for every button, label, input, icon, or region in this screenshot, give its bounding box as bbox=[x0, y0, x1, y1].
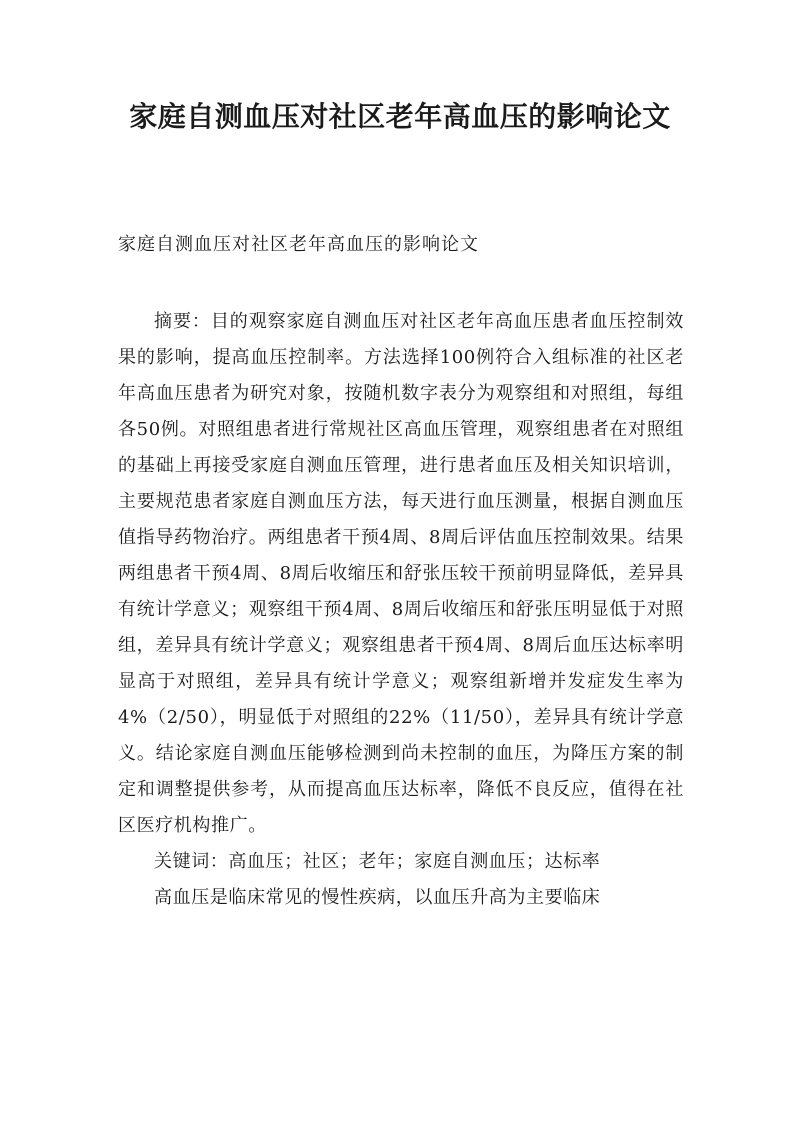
document-title: 家庭自测血压对社区老年高血压的影响论文 bbox=[129, 100, 671, 133]
document-body bbox=[118, 304, 684, 916]
abstract-paragraph: 摘要：目的观察家庭自测血压对社区老年高血压患者血压控制效果的影响，提高血压控制率。方法选择100例符合入组标准的社区老年高血压患者为研究对象，按随机数字表分为观察组和对照组，每组各50例。对照组患者进行常规社区高血压管理，观察组患者在对照组的基础上再接受家庭自测血压管理，进行患者血压及相关知识培训，主要规范患者家庭自测血压方法，每天进行血压测量，根据自测血压值指导药物治疗。两组患者干预4周、8周后评估血压控制效果。结果两组患者干预4周、8周后收缩压和舒张压较干预前明显降低，差异具有统计学意义；观察组干预4周、8周后收缩压和舒张压明显低于对照组，差异具有统计学意义；观察组患者干预4周、8周后血压达标率明显高于对照组，差异具有统计学意义；观察组新增并发症发生率为4%（2/50），明显低于对照组的22%（11/50），差异具有统计学意义。结论家庭自测血压能够检测到尚未控制的血压，为降压方案的制定和调整提供参考，从而提高血压达标率，降低不良反应，值得在社区医疗机构推广。 bbox=[118, 311, 685, 836]
document-subtitle: 家庭自测血压对社区老年高血压的影响论文 bbox=[118, 234, 479, 255]
intro-paragraph: 高血压是临床常见的慢性疾病，以血压升高为主要临床 bbox=[154, 887, 601, 908]
keywords-paragraph: 关键词：高血压；社区；老年；家庭自测血压；达标率 bbox=[154, 851, 601, 872]
